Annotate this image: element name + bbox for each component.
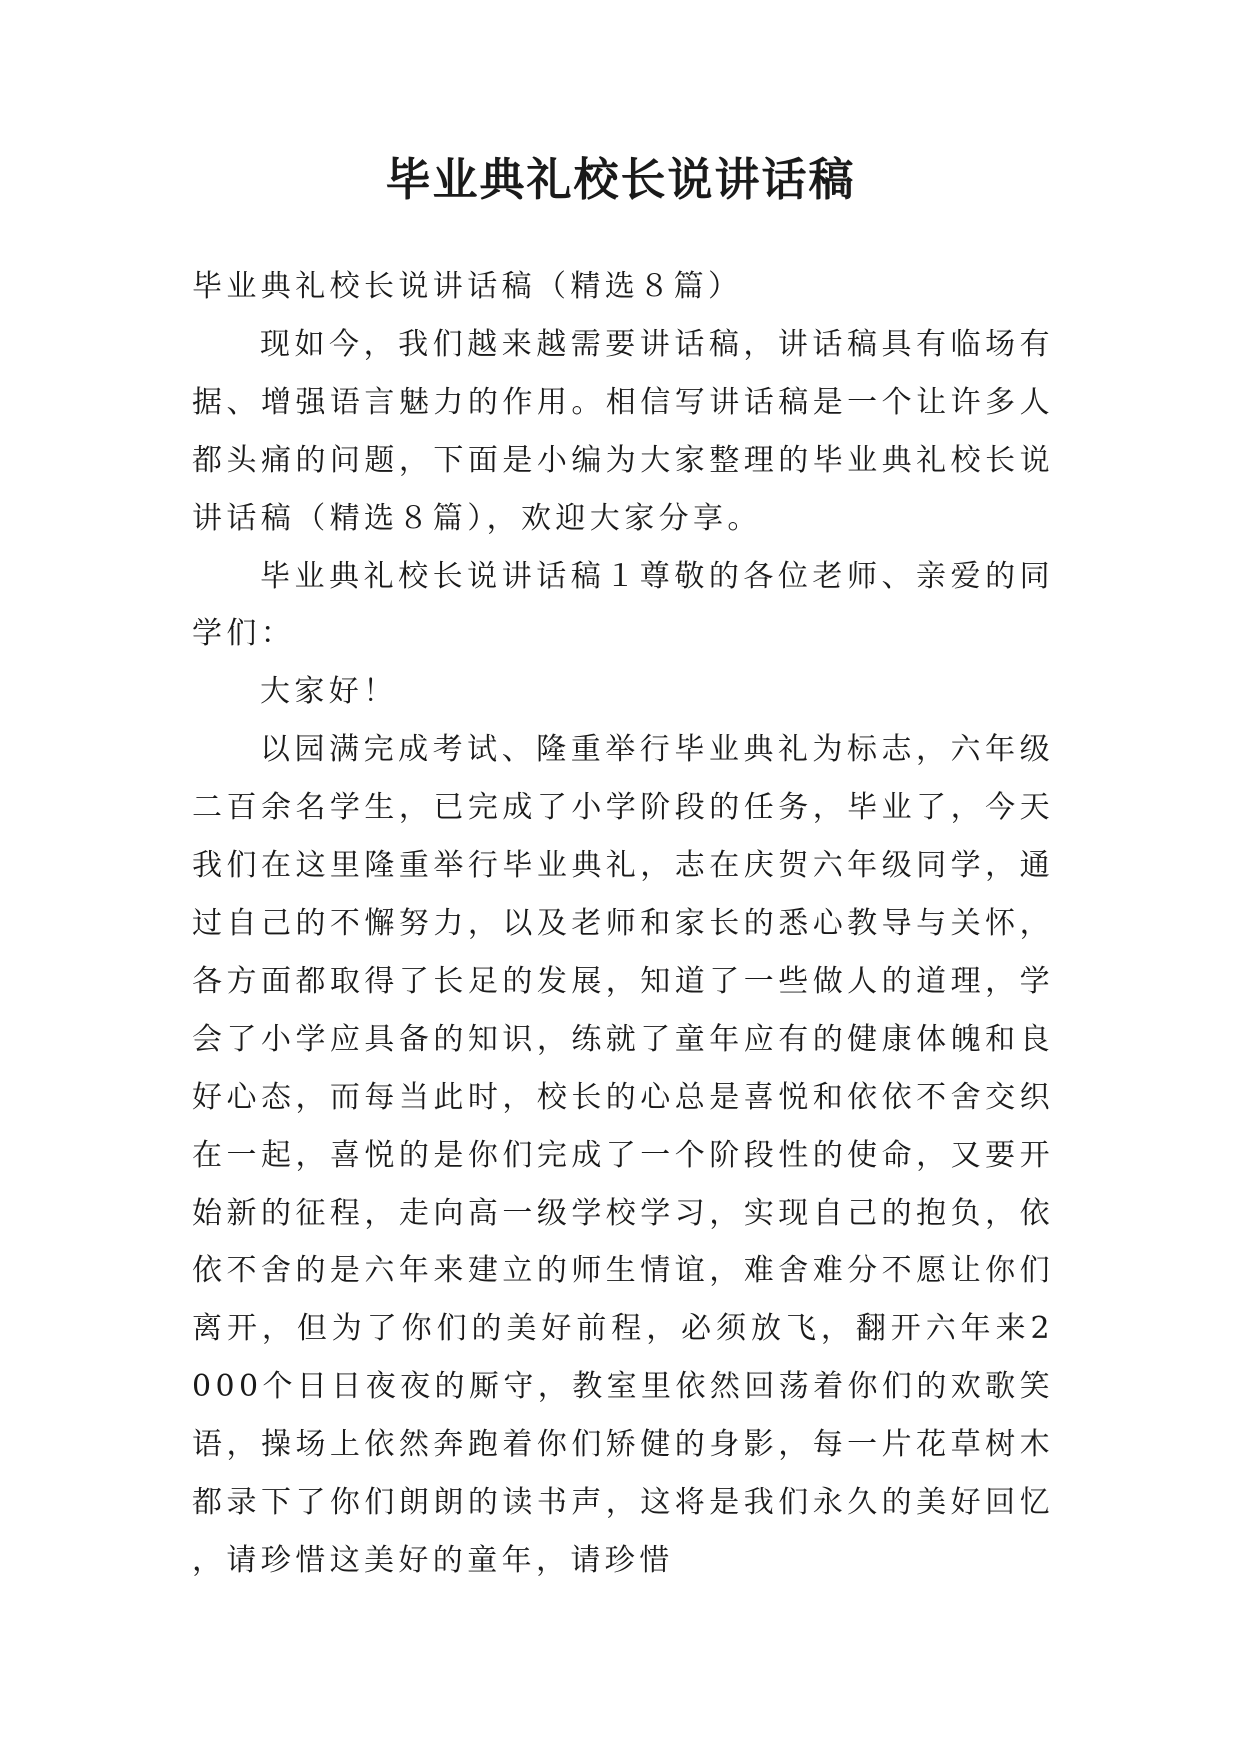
speech-body-paragraph: 以园满完成考试、隆重举行毕业典礼为标志，六年级二百余名学生，已完成了小学阶段的任务，毕业了，今天我们在这里隆重举行毕业典礼，志在庆贺六年级同学，通过自己的不懈努力，以及老师和家长的悉心教导与关怀，各方面都取得了长足的发展，知道了一些做人的道理，学会了小学应具备的知识，练就了童年应有的健康体魄和良好心态，而每当此时，校长的心总是喜悦和依依不舍交织在一起，喜悦的是你们完成了一个阶段性的使命，又要开始新的征程，走向高一级学校学习，实现自己的抱负，依依不舍的是六年来建立的师生情谊，难舍难分不愿让你们离开，但为了你们的美好前程，必须放飞，翻开六年来2000个日日夜夜的厮守，教室里依然回荡着你们的欢歌笑语，操场上依然奔跑着你们矫健的身影，每一片花草树木都录下了你们朗朗的读书声，这将是我们永久的美好回忆，请珍惜这美好的童年，请珍惜 [192,732,1054,1578]
subtitle-paragraph: 毕业典礼校长说讲话稿（精选８篇） [192,269,743,304]
document-title: 毕业典礼校长说讲话稿 [385,153,856,206]
greeting-paragraph: 大家好！ [260,674,398,710]
document-body [192,258,1054,1590]
speech-heading-paragraph: 毕业典礼校长说讲话稿１尊敬的各位老师、亲爱的同学们： [192,558,1054,652]
intro-paragraph: 现如今，我们越来越需要讲话稿，讲话稿具有临场有据、增强语言魅力的作用。相信写讲话稿是一个让许多人都头痛的问题，下面是小编为大家整理的毕业典礼校长说讲话稿（精选８篇），欢迎大家分享。 [192,326,1054,536]
